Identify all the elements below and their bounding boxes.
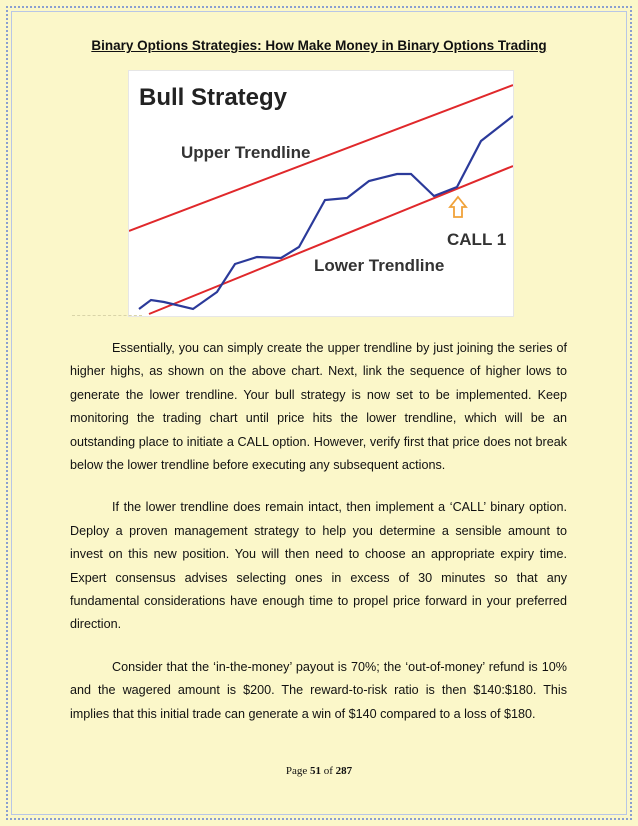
bull-strategy-figure [128, 70, 514, 317]
page-footer [0, 765, 638, 777]
footer-prefix: Page [285, 765, 308, 777]
paragraph-3: Consider that the ‘in-the-money’ payout is 70%; the ‘out-of-money’ refund is 10% and the wagered amount is $200. The reward-to-risk ratio is then $140:$180. This implies that this initial trade can generate a win of $140 compared to a loss of $180. [70, 659, 567, 721]
figure-divider [72, 315, 142, 316]
paragraph-2: If the lower trendline does remain intact, then implement a ‘CALL’ binary option. Deploy a proven management strategy to help you determine a sensible amount to invest on this new position. You will then need to choose an appropriate expiry time. Expert consensus advises selecting ones in excess of 30 minutes so that any fundamental considerations have enough time to propel price forward in your preferred direction. [70, 500, 567, 632]
figure-title: Bull Strategy [139, 84, 288, 111]
body-text [70, 337, 567, 745]
footer-total-pages: 287 [335, 765, 353, 777]
page-header-title: Binary Options Strategies: How Make Money in Binary Options Trading [91, 38, 547, 53]
footer-of: of [323, 765, 333, 777]
upper-trendline-label: Upper Trendline [181, 143, 311, 162]
lower-trendline-label: Lower Trendline [314, 256, 445, 275]
call-label: CALL 1 [447, 230, 507, 249]
paragraph-1: Essentially, you can simply create the upper trendline by just joining the series of higher highs, as shown on the above chart. Next, link the sequence of higher lows to generate the lower trendline. Your bull strategy is now set to be implemented. Keep monitoring the trading chart until price hits the lower trendline, which will be an outstanding place to initiate a CALL option. However, verify first that price does not break below the lower trendline before executing any subsequent actions. [70, 341, 567, 473]
bull-strategy-chart [129, 71, 513, 316]
footer-page-number: 51 [309, 765, 321, 777]
up-arrow-icon [450, 197, 466, 217]
